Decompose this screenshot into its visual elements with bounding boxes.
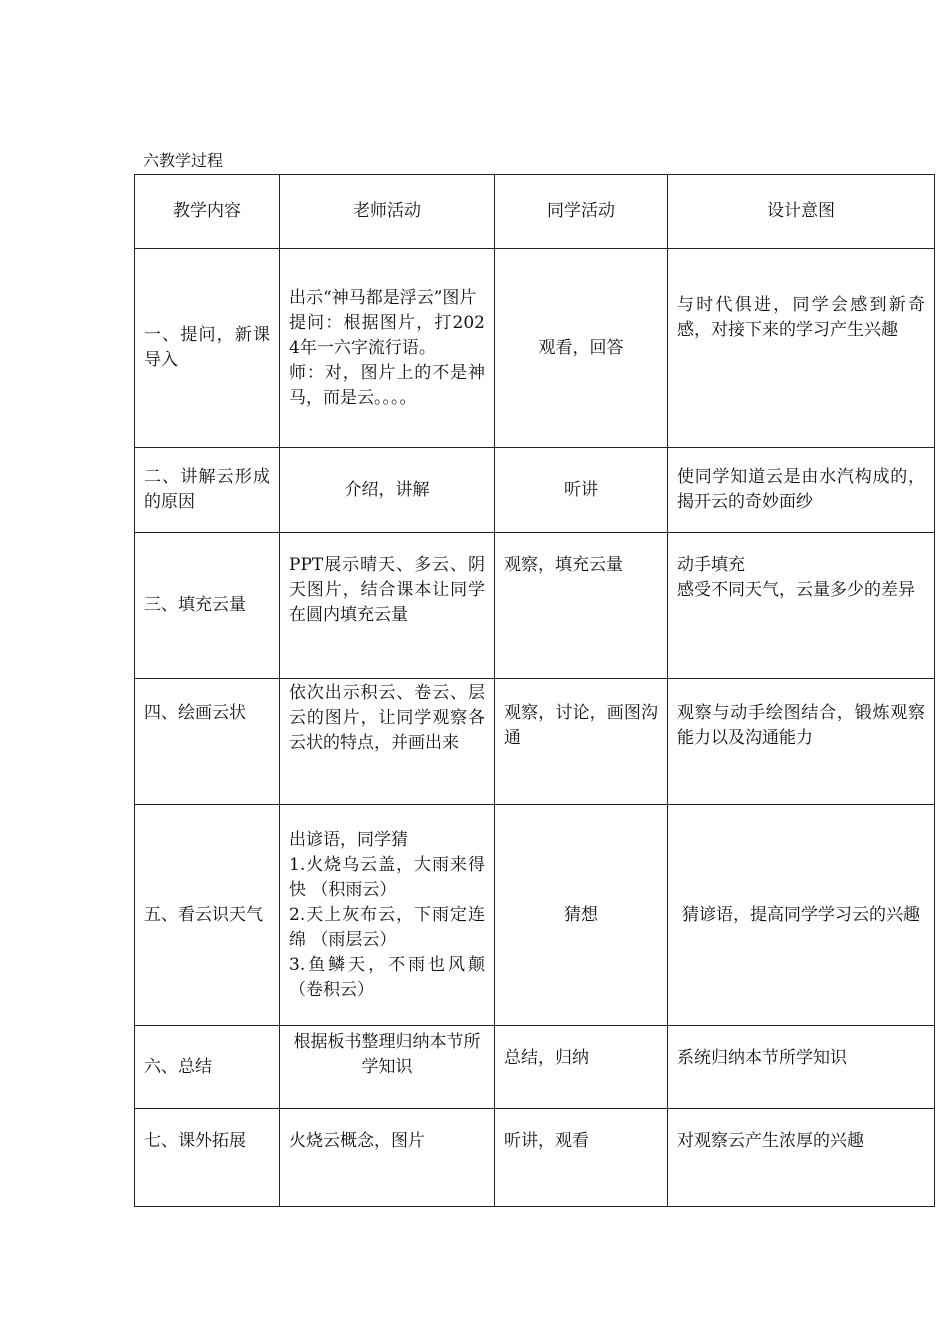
teacher-line: 介绍，讲解 [344,479,430,500]
row-teacher [280,249,495,448]
row-student: 观察，讨论，画图沟通 [495,679,668,805]
row-intent [668,448,935,533]
row-content: 三、填充云量 [135,533,280,679]
teacher-line: 火烧云概念，图片 [289,1131,425,1151]
intent-line: 对观察云产生浓厚的兴趣 [677,1131,864,1151]
row-content: 四、绘画云状 [135,679,280,805]
row-teacher [280,805,495,1026]
row-student: 总结，归纳 [495,1026,668,1109]
row-teacher [280,679,495,805]
row-intent [668,679,935,805]
table-header-row [135,175,935,249]
row-content: 六、总结 [135,1026,280,1109]
teacher-line: 师：对，图片上的不是神马，而是云。。。。 [289,362,485,408]
table-row [135,1109,935,1207]
row-student: 猜想 [495,805,668,1026]
intent-line: 与时代俱进，同学会感到新奇感，对接下来的学习产生兴趣 [677,295,925,340]
table-row [135,679,935,805]
teacher-line: 根据板书整理归纳本节所学知识 [293,1032,481,1077]
table-row [135,249,935,448]
row-content: 一、提问，新课导入 [135,249,280,448]
row-student: 观察，填充云量 [495,533,668,679]
intent-line: 猜谚语，提高同学学习云的兴趣 [682,904,920,925]
row-student: 观看，回答 [495,249,668,448]
row-teacher [280,1109,495,1207]
row-content: 二、讲解云形成的原因 [135,448,280,533]
row-intent [668,805,935,1026]
row-teacher [280,448,495,533]
intent-line: 观察与动手绘图结合，锻炼观察能力以及沟通能力 [677,703,925,748]
header-teacher: 老师活动 [280,175,495,249]
row-student: 听讲，观看 [495,1109,668,1207]
teacher-line: 提问：根据图片，打2024年一六字流行语。 [289,312,485,358]
table-row [135,1026,935,1109]
row-content: 五、看云识天气 [135,805,280,1026]
row-teacher [280,1026,495,1109]
row-student: 听讲 [495,448,668,533]
teacher-line: 2.天上灰布云，下雨定连绵 （雨层云） [289,904,485,950]
teacher-line: 出谚语，同学猜 [289,829,408,850]
row-teacher [280,533,495,679]
intent-line: 使同学知道云是由水汽构成的，揭开云的奇妙面纱 [677,467,925,512]
teacher-line: 出示“神马都是浮云”图片 [289,287,477,308]
intent-line: 动手填充 [677,555,745,575]
row-intent [668,1109,935,1207]
teacher-line: 3.鱼鳞天，不雨也风颠（卷积云） [289,954,485,1000]
teacher-line: PPT展示晴天、多云、阴天图片，结合课本让同学在圆内填充云量 [289,555,485,625]
row-intent [668,249,935,448]
section-title: 六教学过程 [143,151,224,170]
header-intent: 设计意图 [668,175,935,249]
intent-line: 系统归纳本节所学知识 [677,1048,847,1068]
row-intent [668,533,935,679]
header-content: 教学内容 [135,175,280,249]
teacher-line: 1.火烧乌云盖，大雨来得快 （积雨云） [289,854,485,900]
lesson-process-table [134,174,935,1207]
teacher-line: 依次出示积云、卷云、层云的图片，让同学观察各云状的特点，并画出来 [289,683,485,753]
table-row [135,448,935,533]
row-intent [668,1026,935,1109]
intent-line: 感受不同天气，云量多少的差异 [677,580,915,600]
table-row [135,805,935,1026]
row-content: 七、课外拓展 [135,1109,280,1207]
table-row [135,533,935,679]
header-student: 同学活动 [495,175,668,249]
